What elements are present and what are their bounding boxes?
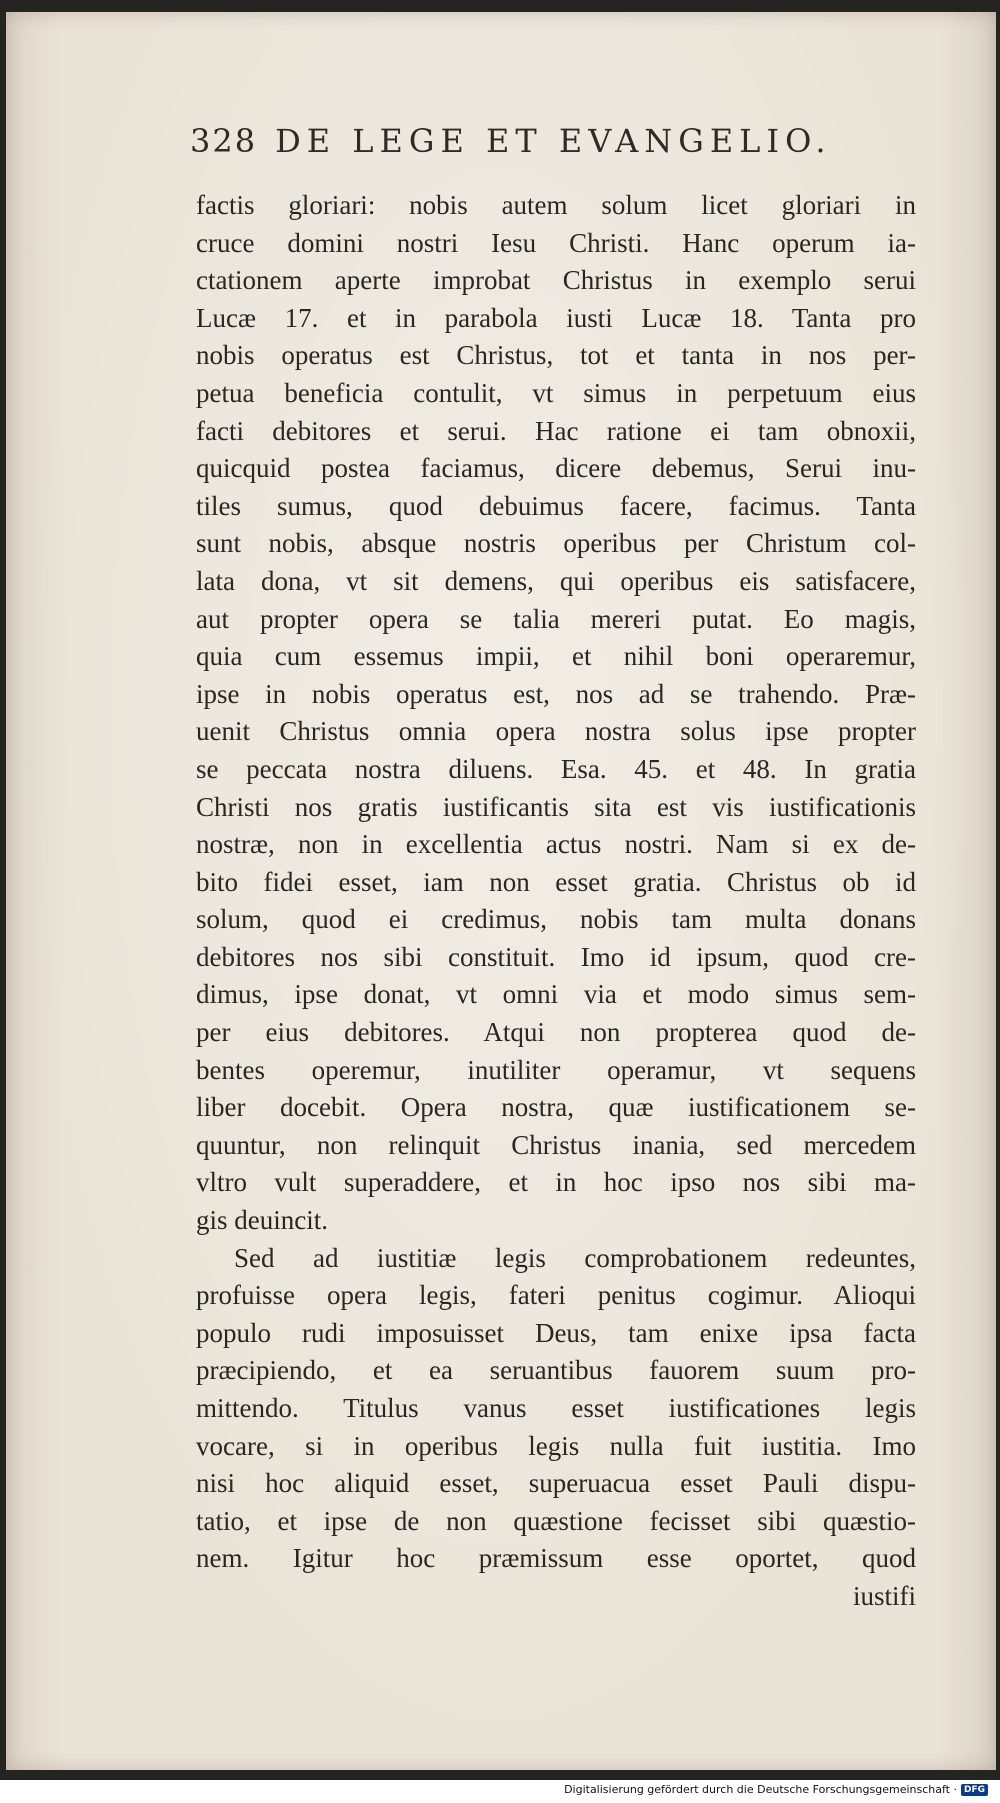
text-line: dimus, ipse donat, vt omni via et modo simus sem- [196, 979, 916, 1010]
text-line: quuntur, non relinquit Christus inania, sed mercedem [196, 1129, 916, 1160]
text-line: lata dona, vt sit demens, qui operibus eis satisfacere, [196, 565, 916, 596]
text-line: bentes operemur, inutiliter operamur, vt sequens [196, 1054, 916, 1085]
text-line: vltro vult superaddere, et in hoc ipso nos sibi ma- [196, 1167, 916, 1198]
text-line: nisi hoc aliquid esset, superuacua esset Pauli dispu- [196, 1468, 916, 1499]
running-title: DE LEGE ET EVANGELIO. [275, 122, 832, 160]
text-line: per eius debitores. Atqui non propterea quod de- [196, 1017, 916, 1048]
text-line: nostræ, non in excellentia actus nostri. Nam si ex de- [196, 829, 916, 860]
text-line: liber docebit. Opera nostra, quæ iustificationem se- [196, 1092, 916, 1123]
text-line: facti debitores et serui. Hac ratione ei tam obnoxii, [196, 415, 916, 446]
text-line: sunt nobis, absque nostris operibus per Christum col- [196, 528, 916, 559]
text-line: tatio, et ipse de non quæstione fecisset sibi quæstio- [196, 1505, 916, 1536]
credit-text: Digitalisierung gefördert durch die Deutsche Forschungsgemeinschaft · [564, 1783, 957, 1796]
text-line: quicquid postea faciamus, dicere debemus, Serui inu- [196, 453, 916, 484]
text-line: ipse in nobis operatus est, nos ad se trahendo. Præ- [196, 678, 916, 709]
text-line: bito fidei esset, iam non esset gratia. Christus ob id [196, 866, 916, 897]
text-line: uenit Christus omnia opera nostra solus ipse propter [196, 716, 916, 747]
dfg-logo: DFG [961, 1784, 988, 1796]
text-line: populo rudi imposuisset Deus, tam enixe ipsa facta [196, 1317, 916, 1348]
text-line: cruce domini nostri Iesu Christi. Hanc operum ia- [196, 227, 916, 258]
text-line: nem. Igitur hoc præmissum esse oportet, quod [196, 1543, 916, 1574]
paragraph-start-line: Sed ad iustitiæ legis comprobationem redeuntes, [234, 1242, 916, 1273]
body-text [196, 187, 916, 1616]
text-line: vocare, si in operibus legis nulla fuit iustitia. Imo [196, 1430, 916, 1461]
footer-credit [564, 1783, 988, 1796]
text-line: Christi nos gratis iustificantis sita est vis iustificationis [196, 791, 916, 822]
text-line: nobis operatus est Christus, tot et tanta in nos per- [196, 340, 916, 371]
text-line: solum, quod ei credimus, nobis tam multa donans [196, 904, 916, 935]
text-line: factis gloriari: nobis autem solum licet gloriari in [196, 190, 916, 220]
text-line: quia cum essemus impii, et nihil boni operaremur, [196, 641, 916, 672]
text-line: petua beneficia contulit, vt simus in perpetuum eius [196, 377, 916, 408]
text-line: profuisse opera legis, fateri penitus cogimur. Alioqui [196, 1280, 916, 1311]
text-line: gis deuincit. [196, 1205, 328, 1236]
page-number: 328 [190, 122, 258, 160]
text-line: debitores nos sibi constituit. Imo id ipsum, quod cre- [196, 941, 916, 972]
text-line: ctationem aperte improbat Christus in exemplo serui [196, 265, 916, 296]
text-line: tiles sumus, quod debuimus facere, facimus. Tanta [196, 490, 916, 521]
running-head [190, 122, 850, 166]
text-line: mittendo. Titulus vanus esset iustificationes legis [196, 1393, 916, 1423]
text-line: Lucæ 17. et in parabola iusti Lucæ 18. Tanta pro [196, 302, 916, 333]
text-line: præcipiendo, et ea seruantibus fauorem suum pro- [196, 1355, 916, 1386]
text-line: se peccata nostra diluens. Esa. 45. et 48. In gratia [196, 753, 916, 784]
text-line: aut propter opera se talia mereri putat. Eo magis, [196, 603, 916, 634]
digitization-footer [0, 1780, 1000, 1803]
book-page [6, 12, 996, 1770]
catchword: iustifi [852, 1580, 916, 1611]
